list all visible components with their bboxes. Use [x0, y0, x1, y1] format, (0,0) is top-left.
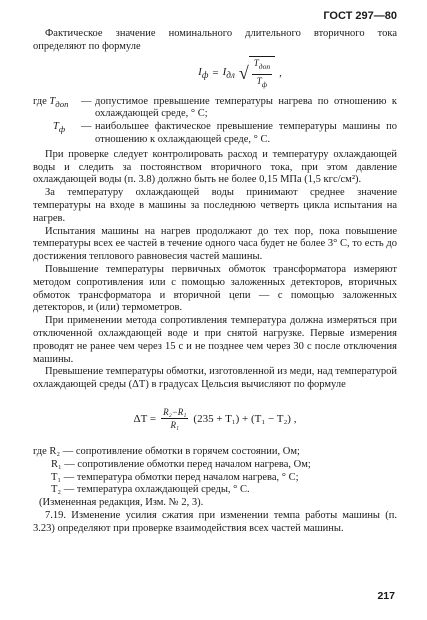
- formula-current: [83, 56, 397, 92]
- definition-line: T₂ — температура охлаждающей среды, ° С.: [51, 484, 250, 496]
- formula2-lhs: ΔT =: [133, 412, 157, 425]
- amendment-note: (Измененная редакция, Изм. № 2, 3).: [39, 497, 204, 509]
- definition-text: наибольшее фактическое превышение температуры машины по отношению к охлаждающей среде, ° С.: [95, 121, 397, 145]
- formula-lhs: $I_ф$: [198, 65, 209, 80]
- definition-row: где $T_{доп}$ — допустимое превышение температуры нагрева по отношению к охлаждающей среде, ° С;: [33, 95, 397, 120]
- paragraph: При проверке следует контролировать расход и температуру охлаждающей воды и следить за постоянством вторичного тока, при этом давление охлаждающей воды (п. 3.8) должно быть не более 0,15 МПа (1,5 кгс/см²).: [33, 148, 397, 186]
- formula-temperature-rise: [33, 402, 397, 436]
- definition-line: R₁ — сопротивление обмотки перед началом нагрева, Ом;: [51, 458, 311, 470]
- paragraph: Превышение температуры обмотки, изготовленной из меди, над температурой охлаждающей среды (ΔT) в градусах Цельсия вычисляют по формуле: [33, 366, 397, 391]
- paragraph: При применении метода сопротивления температура должна измеряться при отключенной охлаждающей воде и при снятой нагрузке. Первые измерения проводят не ранее чем через 15 с и не позднее чем через 30 с после отключения машины.: [33, 315, 397, 365]
- formula-i-dl: $I_{дл}$: [222, 65, 235, 80]
- formula-comma: ,: [279, 67, 282, 80]
- paragraph: Испытания машины на нагрев продолжают до тех пор, пока повышение температуры всех ее частей в течение одного часа будет не более 3° С, то есть до достижения теплового равновесия частей машины.: [33, 225, 397, 263]
- sqrt-symbol: √ $\frac{T_{доп}}{T_ф}$: [239, 56, 275, 91]
- paragraph: За температуру охлаждающей воды принимают среднее значение температуры на входе в машины за последнюю четверть цикла испытания на нагрев.: [33, 187, 397, 224]
- document-body: [33, 28, 397, 536]
- definition-row: $T_ф$ — наибольшее фактическое превышение температуры машины по отношению к охлаждающей среде, ° С.: [53, 121, 397, 145]
- formula2-fraction: $\frac{\text{R₂−R₁}}{\text{R₁}}$: [163, 406, 187, 431]
- definition-line: T₁ — температура обмотки перед началом нагрева, ° С;: [51, 471, 299, 483]
- page-number: 217: [377, 590, 395, 602]
- formula-fraction: $\frac{T_{доп}}{T_ф}$: [253, 58, 271, 89]
- formula-eq: =: [212, 67, 219, 80]
- definition-text: допустимое превышение температуры нагрева по отношению к охлаждающей среде, ° С;: [95, 95, 397, 120]
- definitions-list-2: [33, 446, 397, 510]
- section-7-19: 7.19. Изменение усилия сжатия при изменении темпа работы машины (п. 3.23) определяют при проверке взаимодействия всех частей машины.: [33, 509, 397, 534]
- definition-line: где R₂ — сопротивление обмотки в горячем состоянии, Ом;: [33, 445, 300, 457]
- formula2-rest: (235 + T₁) + (T₁ − T₂) ,: [193, 412, 297, 425]
- document-code-header: ГОСТ 297—80: [323, 10, 397, 22]
- intro-paragraph: Фактическое значение номинального длительного вторичного тока определяют по формуле: [33, 28, 397, 52]
- paragraph: Повышение температуры первичных обмоток трансформатора измеряют методом сопротивления или с помощью заложенных детекторов, вторичных обмоток трансформатора и вторичной цепи — с помощью заложенных детекторов, и (или) термометров.: [33, 263, 397, 314]
- definitions-list-1: [33, 96, 397, 147]
